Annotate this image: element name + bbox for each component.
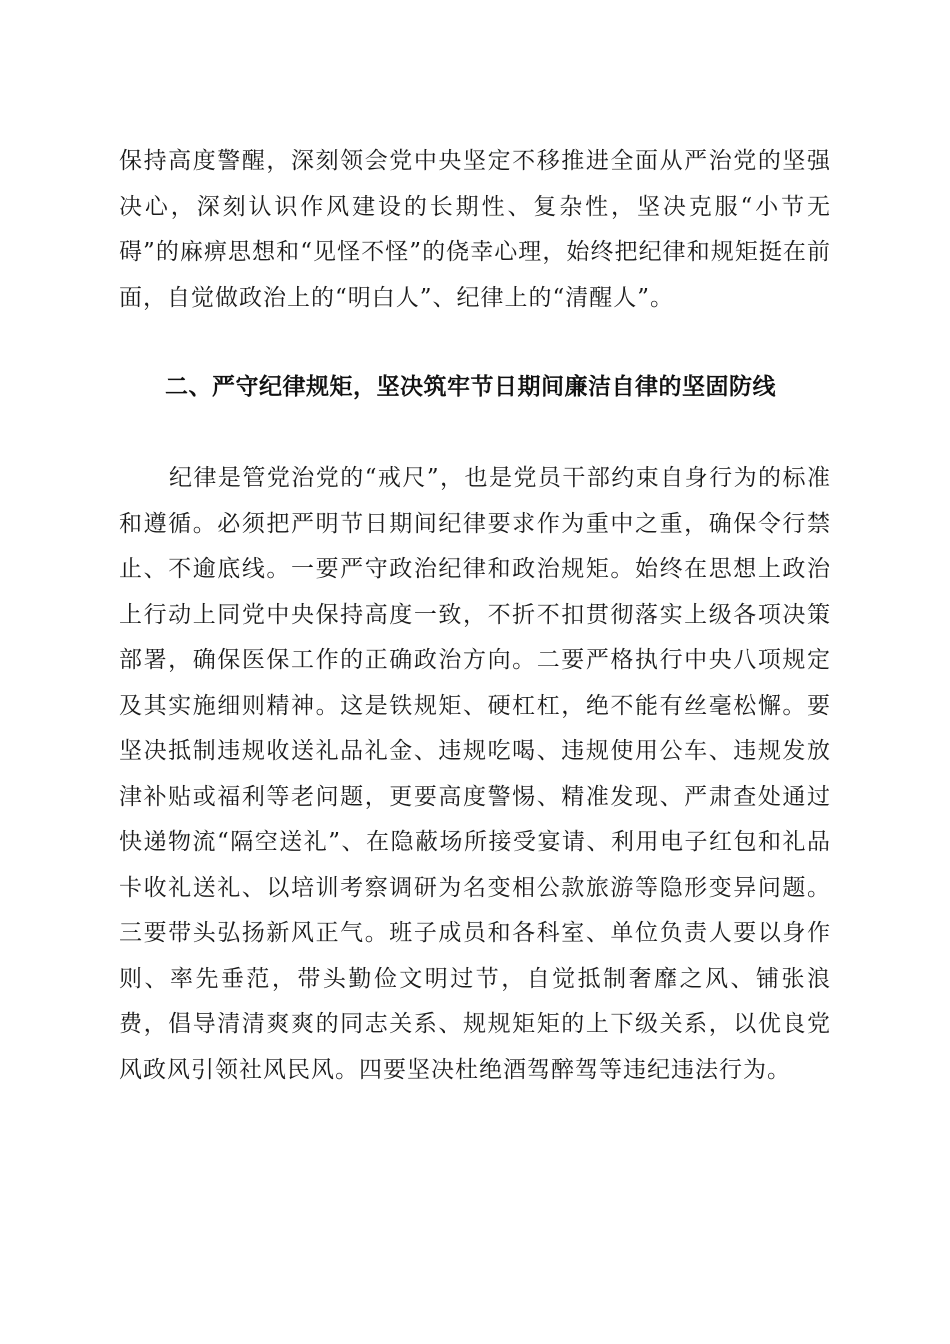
- body-paragraph-2: 纪律是管党治党的“戒尺”，也是党员干部约束自身行为的标准和遵循。必须把严明节日期间纪律要求作为重中之重，确保令行禁止、不逾底线。一要严守政治纪律和政治规矩。始终在思想上政治上行动上同党中央保持高度一致，不折不扣贯彻落实上级各项决策部署，确保医保工作的正确政治方向。二要严格执行中央八项规定及其实施细则精神。这是铁规矩、硬杠杠，绝不能有丝毫松懈。要坚决抵制违规收送礼品礼金、违规吃喝、违规使用公车、违规发放津补贴或福利等老问题，更要高度警惕、精准发现、严肃查处通过快递物流“隔空送礼”、在隐蔽场所接受宴请、利用电子红包和礼品卡收礼送礼、以培训考察调研为名变相公款旅游等隐形变异问题。三要带头弘扬新风正气。班子成员和各科室、单位负责人要以身作则、率先垂范，带头勤俭文明过节，自觉抵制奢靡之风、铺张浪费，倡导清清爽爽的同志关系、规规矩矩的上下级关系，以优良党风政风引领社风民风。四要坚决杜绝酒驾醉驾等违纪违法行为。: [119, 465, 831, 1083]
- section-heading: 二、严守纪律规矩，坚决筑牢节日期间廉洁自律的坚固防线: [165, 374, 776, 400]
- body-paragraph-1: 保持高度警醒，深刻领会党中央坚定不移推进全面从严治党的坚强决心，深刻认识作风建设的长期性、复杂性，坚决克服“小节无碍”的麻痹思想和“见怪不怪”的侥幸心理，始终把纪律和规矩挺在前面，自觉做政治上的“明白人”、纪律上的“清醒人”。: [119, 148, 831, 311]
